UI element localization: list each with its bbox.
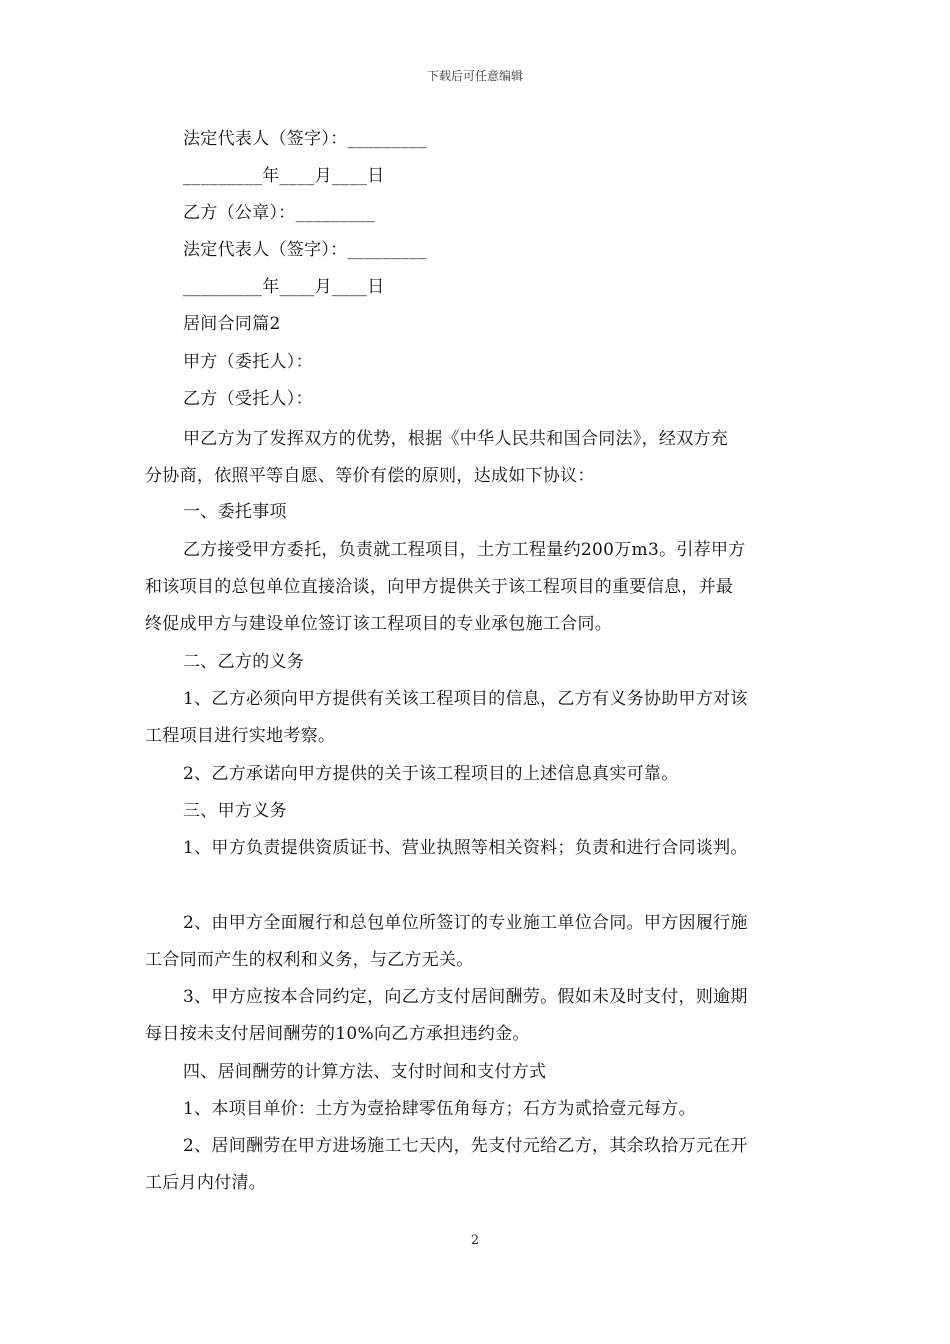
legal-rep-signature-a: 法定代表人（签字）：_________: [183, 129, 427, 149]
party-b-line: 乙方（受托人）：: [183, 389, 313, 409]
party-b-seal: 乙方（公章）：_________: [183, 203, 375, 223]
paragraph-line: 终促成甲方与建设单位签订该工程项目的专业承包施工合同。: [145, 614, 613, 634]
paragraph-line: 乙方接受甲方委托，负责就工程项目，土方工程量约200万m3。引荐甲方: [183, 540, 746, 560]
paragraph-line: 工合同而产生的权利和义务，与乙方无关。: [145, 950, 474, 970]
paragraph-line: 1、甲方负责提供资质证书、营业执照等相关资料；负责和进行合同谈判。: [183, 838, 748, 858]
party-a-line: 甲方（委托人）：: [183, 352, 313, 372]
paragraph-line: 1、本项目单价：土方为壹拾肆零伍角每方；石方为贰拾壹元每方。: [183, 1099, 696, 1119]
page-number: 2: [470, 1233, 480, 1248]
paragraph-line: 甲乙方为了发挥双方的优势，根据《中华人民共和国合同法》，经双方充: [183, 429, 729, 449]
paragraph-line: 分协商，依照平等自愿、等价有偿的原则，达成如下协议：: [145, 466, 595, 486]
heading-party-a-obligations: 三、甲方义务: [183, 801, 287, 821]
date-line-a: _________年____月____日: [183, 166, 385, 186]
paragraph-line: 2、居间酬劳在甲方进场施工七天内，先支付元给乙方，其余玖拾万元在开: [183, 1136, 748, 1156]
paragraph-line: 2、由甲方全面履行和总包单位所签订的专业施工单位合同。甲方因履行施: [183, 913, 748, 933]
paragraph-line: 工程项目进行实地考察。: [145, 726, 336, 746]
legal-rep-signature-b: 法定代表人（签字）：_________: [183, 240, 427, 260]
date-line-b: _________年____月____日: [183, 277, 385, 297]
section-title: 居间合同篇2: [183, 314, 281, 334]
paragraph-line: 工后月内付清。: [145, 1173, 267, 1193]
heading-party-b-obligations: 二、乙方的义务: [183, 652, 305, 672]
page-header: 下载后可任意编辑: [426, 69, 523, 83]
paragraph-line: 2、乙方承诺向甲方提供的关于该工程项目的上述信息真实可靠。: [183, 764, 679, 784]
paragraph-line: 1、乙方必须向甲方提供有关该工程项目的信息，乙方有义务协助甲方对该: [183, 689, 748, 709]
paragraph-line: 每日按未支付居间酬劳的10%向乙方承担违约金。: [145, 1024, 530, 1044]
heading-entrusted-matters: 一、委托事项: [183, 502, 287, 522]
paragraph-line: 和该项目的总包单位直接洽谈，向甲方提供关于该工程项目的重要信息，并最: [145, 577, 734, 597]
heading-remuneration: 四、居间酬劳的计算方法、支付时间和支付方式: [183, 1062, 547, 1082]
paragraph-line: 3、甲方应按本合同约定，向乙方支付居间酬劳。假如未及时支付，则逾期: [183, 987, 748, 1007]
